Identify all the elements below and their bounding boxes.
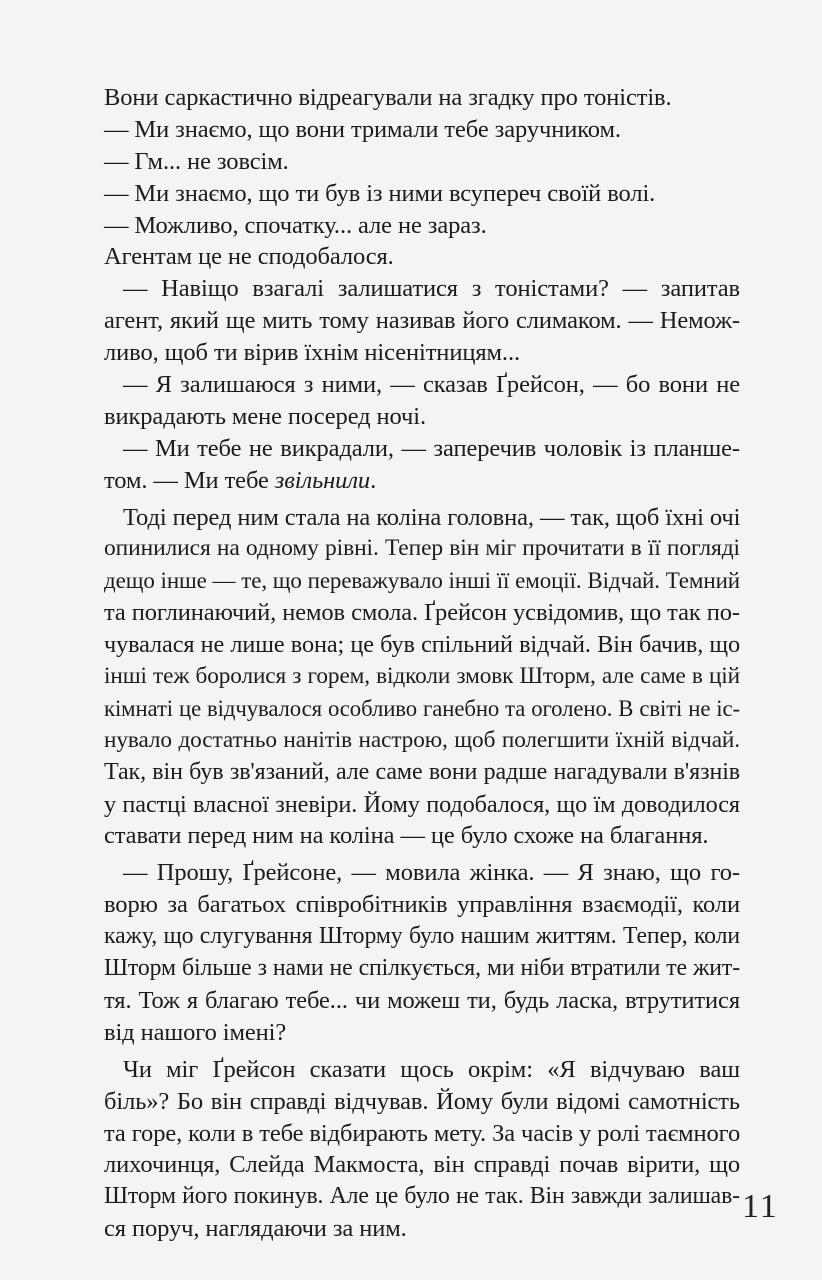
page-number: 11 <box>742 1188 779 1225</box>
text-line: Агентам це не сподобалося. <box>104 243 394 271</box>
text-line: кімнаті це відчувалося особливо ганебно та оголено. В світі не іс- <box>104 695 740 721</box>
text-line <box>104 465 740 497</box>
text-line: дещо інше — те, що переважувало інші її емоції. Відчай. Темний <box>104 568 740 594</box>
text-line: — Прошу, Ґрейсоне, — мовила жінка. — Я знаю, що го- <box>123 859 740 887</box>
text-line: тя. Тож я благаю тебе... чи можеш ти, будь ласка, втрутитися <box>104 986 740 1014</box>
text-line: ливо, щоб ти вірив їхнім нісенітницям... <box>104 339 520 367</box>
text-line: Тоді перед ним стала на коліна головна, — так, щоб їхні очі <box>123 503 741 531</box>
text-line: від нашого імені? <box>104 1018 287 1046</box>
book-page-body <box>104 82 740 1245</box>
text-fragment: . <box>370 466 377 494</box>
text-line: лихочинця, Слейда Макмоста, він справді почав вірити, що <box>104 1151 740 1179</box>
text-line: кажу, що слугування Шторму було нашим життям. Тепер, коли <box>104 923 740 950</box>
text-line: ворю за багатьох співробітників управління взаємодії, коли <box>104 891 740 919</box>
text-line: Чи міг Ґрейсон сказати щось окрім: «Я відчуваю ваш <box>123 1055 740 1083</box>
text-line: — Ми знаємо, що ти був із ними всупереч своїй волі. <box>104 179 656 207</box>
text-line: викрадають мене посеред ночі. <box>104 402 427 430</box>
text-line: Так, він був зв'язаний, але саме вони радше нагадували в'язнів <box>104 758 740 785</box>
text-line: — Гм... не зовсім. <box>104 147 289 175</box>
text-line: опинилися на одному рівні. Тепер він міг прочитати в її погляді <box>104 535 740 562</box>
text-line: Шторм більше з нами не спілкується, ми ніби втратили те жит- <box>104 955 740 982</box>
text-line: — Навіщо взагалі залишатися з тоністами? — запитав <box>123 275 740 303</box>
text-line: — Я залишаюся з ними, — сказав Ґрейсон, — бо вони не <box>123 371 740 399</box>
text-line: ся поруч, наглядаючи за ним. <box>104 1215 407 1243</box>
text-line: Вони саркастично відреагували на згадку про тоністів. <box>104 84 672 111</box>
text-line: агент, який ще мить тому називав його слимаком. — Немож- <box>104 307 740 335</box>
text-line: чувалася не лише вона; це був спільний відчай. Він бачив, що <box>104 631 740 659</box>
text-fragment: том. — Ми тебе <box>104 466 275 494</box>
text-line: та горе, коли в тебе відбирають мету. За часів у ролі таємного <box>104 1119 741 1147</box>
text-line: — Можливо, спочатку... але не зараз. <box>104 211 487 239</box>
text-line: ставати перед ним на коліна — це було схоже на благання. <box>104 822 709 850</box>
text-line: — Ми знаємо, що вони тримали тебе заручником. <box>104 115 621 143</box>
emphasis-text: звільнили <box>274 466 371 494</box>
text-line: нувало достатньо нанітів настрою, щоб полегшити їхній відчай. <box>104 726 740 753</box>
text-line: у пастці власної зневіри. Йому подобалося, що їм доводилося <box>104 790 740 818</box>
text-line: Шторм його покинув. Але це було не так. Він завжди залишав- <box>104 1183 740 1210</box>
text-line: — Ми тебе не викрадали, — заперечив чоловік із планше- <box>123 434 740 462</box>
text-line: та поглинаючий, немов смола. Ґрейсон усвідомив, що так по- <box>104 599 740 627</box>
text-line: інші теж боролися з горем, відколи змовк Шторм, але саме в цій <box>104 663 740 690</box>
text-line: біль»? Бо він справді відчував. Йому були відомі самотність <box>104 1087 740 1115</box>
